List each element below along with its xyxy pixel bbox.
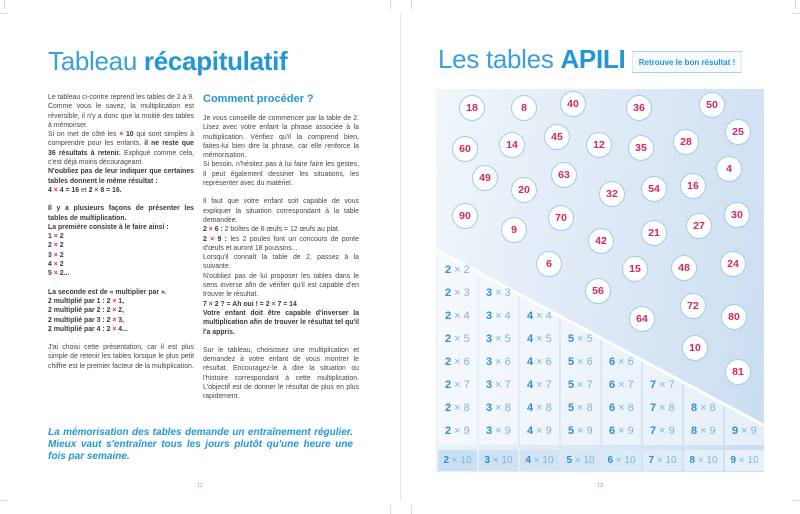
text-segment: Le tableau ci-contre reprend les tables de 2 à 9. Comme vous le savez, la multiplication est réversible, il n'y a donc que la moitié des tables à mémoriser. xyxy=(48,94,194,129)
grid-cell xyxy=(609,397,634,420)
result-circle: 15 xyxy=(622,256,648,282)
result-circle: 49 xyxy=(472,165,498,191)
factor-label: 2 xyxy=(445,333,452,345)
grid-cell xyxy=(609,351,634,374)
text-segment: qui sont simples à comprendre pour les enfants, xyxy=(48,131,194,148)
paragraph xyxy=(48,204,194,223)
result-circle: 90 xyxy=(452,203,478,229)
text-segment: × xyxy=(112,307,117,315)
grid-cell-times-ten xyxy=(602,450,641,471)
multiplier-label: × 8 xyxy=(451,402,470,414)
multiplier-label: × 3 xyxy=(492,287,511,299)
multiplier-label: × 7 xyxy=(492,379,511,391)
factor-label: 5 xyxy=(566,455,573,466)
section-heading: Comment procéder ? xyxy=(203,93,314,105)
result-circle: 4 xyxy=(716,156,742,182)
multiplier-label: × 9 xyxy=(615,425,634,437)
result-circle: 9 xyxy=(501,217,527,243)
result-circle: 14 xyxy=(499,132,525,158)
page-number-left: 12 xyxy=(197,483,204,489)
paragraph xyxy=(48,343,194,371)
grid-cell xyxy=(486,328,511,351)
paragraph xyxy=(48,241,194,250)
text-segment: 5 xyxy=(48,270,54,278)
factor-label: 6 xyxy=(609,425,616,437)
grid-cell xyxy=(527,397,552,420)
multiplier-label: × 8 xyxy=(656,402,675,414)
grid-cell xyxy=(650,374,675,397)
page-number-right: 13 xyxy=(597,483,604,489)
footer-note: La mémorisation des tables demande un entraînement régulier. Mieux vaut s'entraîner tous les jours plutôt qu'une heure une fois par semaine. xyxy=(48,427,353,462)
factor-label: 6 xyxy=(609,402,616,414)
multiplier-label: × 8 xyxy=(533,402,552,414)
grid-cell xyxy=(486,282,511,305)
text-segment: × xyxy=(53,251,58,259)
multiplier-label: × 5 xyxy=(451,333,470,345)
factor-label: 2 xyxy=(445,264,452,276)
result-circle: 72 xyxy=(680,293,706,319)
factor-label: 7 xyxy=(650,425,657,437)
text-segment: Si on met de côté les xyxy=(48,131,120,139)
paragraph xyxy=(203,235,359,254)
text-segment: 2 xyxy=(88,186,95,194)
result-circle: 12 xyxy=(586,132,612,158)
trim-mark xyxy=(792,500,800,501)
multiplier-label: × 5 xyxy=(492,333,511,345)
multiplier-label: × 9 xyxy=(574,425,593,437)
text-segment: 2 xyxy=(203,226,209,234)
grid-cell xyxy=(486,374,511,397)
text-segment: × xyxy=(271,300,276,308)
trim-mark xyxy=(795,0,796,9)
grid-cell xyxy=(486,351,511,374)
text-segment: × xyxy=(94,186,99,194)
page-title xyxy=(438,44,625,74)
page-title xyxy=(48,46,287,76)
text-segment: 3 xyxy=(48,251,54,259)
multiplier-label: × 10 xyxy=(531,455,554,466)
result-circle: 36 xyxy=(626,95,652,121)
multiplier-label: × 9 xyxy=(451,425,470,437)
text-segment: N'oubliez pas de lui proposer les tables dans le sens inverse afin de vérifier qu'il est capable d'en trouver le résultat. xyxy=(203,272,359,299)
grid-cell xyxy=(445,420,470,443)
result-circle: 60 xyxy=(452,136,478,162)
paragraph xyxy=(203,272,359,300)
paragraph xyxy=(48,167,194,186)
text-segment: 2 xyxy=(203,235,211,243)
grid-cell xyxy=(445,328,470,351)
result-circle: 35 xyxy=(628,135,654,161)
text-segment: 2 multiplié par 2 : 2 xyxy=(48,307,113,315)
grid-cell xyxy=(445,351,470,374)
paragraph xyxy=(203,160,359,188)
body-column-2 xyxy=(203,93,359,402)
factor-label: 3 xyxy=(486,425,493,437)
text-segment: 8 = 16. xyxy=(98,186,122,194)
trim-mark xyxy=(411,0,412,9)
text-segment: et xyxy=(79,186,89,194)
grid-cell xyxy=(691,397,716,420)
multiplier-label: × 4 xyxy=(451,310,470,322)
text-segment: J'ai choisi cette présentation, car il est plus simple de retenir les tables lorsque le plus petit chiffre est le premier facteur de la multiplication. xyxy=(48,344,194,370)
text-segment: × xyxy=(53,242,58,250)
text-segment: 10 xyxy=(125,131,134,139)
paragraph xyxy=(48,269,194,278)
grid-cell xyxy=(486,305,511,328)
text-segment: les 2 poules font un concours de ponte d'œufs et auront 18 poussins... xyxy=(203,235,359,252)
grid-cell xyxy=(445,282,470,305)
text-segment: Si besoin, n'hésitez pas à lui faire faire les gestes. Il peut également dessiner les situations, les représenter avec du matériel. xyxy=(203,161,359,188)
grid-cell-times-ten xyxy=(479,450,518,471)
multiplier-label: × 9 xyxy=(492,425,511,437)
factor-label: 2 xyxy=(445,356,452,368)
paragraph xyxy=(48,251,194,260)
text-segment: N'oubliez pas de leur indiquer que certaines tables donnent le même résultat : xyxy=(48,168,194,185)
text-segment: 2 multiplié par 3 : 2 xyxy=(48,316,113,324)
multiplier-label: × 9 xyxy=(697,425,716,437)
grid-cell xyxy=(691,420,716,443)
factor-label: 9 xyxy=(732,425,739,437)
body-column-1 xyxy=(48,93,194,371)
paragraph xyxy=(48,223,194,232)
result-circle: 63 xyxy=(551,162,577,188)
factor-label: 2 xyxy=(443,455,450,466)
text-segment: 2 xyxy=(57,251,64,259)
factor-label: 6 xyxy=(607,455,614,466)
title-light: Tableau xyxy=(48,46,144,76)
factor-label: 2 xyxy=(445,425,452,437)
factor-label: 8 xyxy=(689,455,696,466)
result-circle: 18 xyxy=(459,95,485,121)
grid-cell xyxy=(568,420,593,443)
multiplier-label: × 10 xyxy=(654,455,677,466)
result-circle: 25 xyxy=(725,119,751,145)
result-circle: 30 xyxy=(724,202,750,228)
factor-label: 5 xyxy=(568,356,575,368)
text-segment: Il y a plusieurs façons de présenter les tables de multiplication. xyxy=(48,205,194,222)
text-segment: il ne reste que 36 résultats à retenir. xyxy=(48,140,194,157)
multiplier-label: × 5 xyxy=(574,333,593,345)
text-segment: La première consiste à le faire ainsi : xyxy=(48,223,169,231)
paragraph xyxy=(48,316,194,325)
multiplier-label: × 4 xyxy=(533,310,552,322)
grid-cell xyxy=(445,305,470,328)
multiplier-label: × 4 xyxy=(492,310,511,322)
grid-cell xyxy=(445,374,470,397)
text-segment: × xyxy=(210,235,215,243)
tables-panel xyxy=(436,89,764,472)
multiplier-label: × 7 xyxy=(615,379,634,391)
factor-label: 2 xyxy=(445,310,452,322)
grid-cell xyxy=(609,420,634,443)
grid-cell xyxy=(568,351,593,374)
text-segment: 2 ? = Ah oui ! = 2 xyxy=(212,300,272,308)
result-circle: 54 xyxy=(641,176,667,202)
text-segment: 1 xyxy=(48,233,54,241)
text-segment: × xyxy=(112,316,117,324)
instruction-badge: Retrouve le bon résultat ! xyxy=(632,51,742,73)
factor-label: 8 xyxy=(691,425,698,437)
factor-label: 8 xyxy=(691,402,698,414)
grid-cell xyxy=(486,420,511,443)
grid-cell xyxy=(527,328,552,351)
result-circle: 32 xyxy=(599,181,625,207)
factor-label: 2 xyxy=(445,402,452,414)
text-segment: La seconde est de « multiplier par ». xyxy=(48,288,167,296)
text-segment: 3, xyxy=(116,316,125,324)
result-circle: 16 xyxy=(680,173,706,199)
text-segment: × xyxy=(53,261,58,269)
factor-label: 3 xyxy=(486,379,493,391)
multiplier-label: × 6 xyxy=(451,356,470,368)
grid-cell xyxy=(609,374,634,397)
paragraph xyxy=(48,306,194,315)
trim-mark xyxy=(792,13,800,14)
result-circle: 40 xyxy=(560,91,586,117)
text-segment: × xyxy=(208,300,213,308)
text-segment: 2 xyxy=(57,261,64,269)
multiplier-label: × 8 xyxy=(697,402,716,414)
text-segment: × xyxy=(208,226,213,234)
paragraph xyxy=(203,300,359,309)
text-segment: × xyxy=(112,297,117,305)
result-circle: 42 xyxy=(588,228,614,254)
factor-label: 5 xyxy=(568,425,575,437)
factor-label: 6 xyxy=(609,356,616,368)
text-segment: 2 multiplié par 1 : 2 xyxy=(48,297,113,305)
paragraph xyxy=(203,114,359,160)
text-segment: 2 xyxy=(57,242,64,250)
paragraph xyxy=(48,186,194,195)
factor-label: 4 xyxy=(527,379,534,391)
grid-cell xyxy=(445,397,470,420)
multiplier-label: × 10 xyxy=(695,455,718,466)
factor-label: 4 xyxy=(527,310,534,322)
text-segment: Votre enfant doit être capable d'inverser la multiplication afin de trouver le résultat tel qu'il l'a appris. xyxy=(203,309,359,336)
factor-label: 6 xyxy=(609,379,616,391)
result-circle: 24 xyxy=(720,251,746,277)
multiplier-label: × 7 xyxy=(533,379,552,391)
factor-label: 5 xyxy=(568,402,575,414)
multiplier-label: × 5 xyxy=(533,333,552,345)
text-segment: Sur le tableau, choisissez une multiplication et demandez à votre enfant de vous montrer le résultat. Encouragez-le à dire la situation ou l'histoire correspondant à cette multiplication. L'objectif est de donner le résultat de plus en plus rapidement. xyxy=(203,346,359,401)
text-segment: 4... xyxy=(116,325,128,333)
grid-cell xyxy=(650,397,675,420)
result-circle: 81 xyxy=(725,359,751,385)
factor-label: 4 xyxy=(527,402,534,414)
result-circle: 70 xyxy=(548,205,574,231)
result-circle: 48 xyxy=(671,255,697,281)
factor-label: 2 xyxy=(445,379,452,391)
multiplier-label: × 8 xyxy=(615,402,634,414)
result-circle: 64 xyxy=(629,306,655,332)
multiplier-label: × 10 xyxy=(449,455,472,466)
text-segment: 1, xyxy=(116,297,125,305)
grid-cell xyxy=(527,420,552,443)
paragraph xyxy=(48,297,194,306)
grid-cell xyxy=(568,397,593,420)
text-segment: Il faut que votre enfant soit capable de vous expliquer la situation correspondant à la table demandée. xyxy=(203,198,359,224)
grid-cell xyxy=(568,328,593,351)
text-segment: 7 xyxy=(203,300,209,308)
paragraph xyxy=(48,232,194,241)
text-segment: 6 : xyxy=(212,226,223,234)
multiplier-label: × 9 xyxy=(656,425,675,437)
multiplier-label: × 6 xyxy=(574,356,593,368)
grid-cell-times-ten xyxy=(520,450,559,471)
title-light: Les tables xyxy=(438,44,561,74)
text-segment: × xyxy=(53,270,58,278)
multiplier-label: × 3 xyxy=(451,287,470,299)
text-segment: × xyxy=(112,325,117,333)
multiplier-label: × 7 xyxy=(656,379,675,391)
result-circle: 6 xyxy=(536,251,562,277)
factor-label: 3 xyxy=(484,455,491,466)
text-segment: Expliqué comme cela, c'est déjà moins décourageant. xyxy=(48,149,194,167)
multiplier-label: × 9 xyxy=(533,425,552,437)
text-segment: 4 = 16 xyxy=(57,186,80,194)
factor-label: 5 xyxy=(568,333,575,345)
text-segment: × xyxy=(53,186,58,194)
multiplier-label: × 7 xyxy=(574,379,593,391)
factor-label: 3 xyxy=(486,310,493,322)
paragraph xyxy=(48,130,194,167)
multiplier-label: × 6 xyxy=(615,356,634,368)
text-segment: 2 multiplié par 4 : 2 xyxy=(48,325,113,333)
paragraph xyxy=(48,325,194,334)
title-bold: récapitulatif xyxy=(143,46,288,76)
grid-cell xyxy=(650,420,675,443)
text-segment: 4 xyxy=(48,186,54,194)
factor-label: 7 xyxy=(650,379,657,391)
paragraph xyxy=(203,225,359,234)
factor-label: 4 xyxy=(527,356,534,368)
grid-cell xyxy=(527,374,552,397)
center-fold-line xyxy=(400,13,401,500)
multiplier-label: × 10 xyxy=(613,455,636,466)
factor-label: 3 xyxy=(486,333,493,345)
grid-cell xyxy=(527,305,552,328)
result-circle: 80 xyxy=(721,304,747,330)
result-circle: 8 xyxy=(511,95,537,121)
factor-label: 5 xyxy=(568,379,575,391)
text-segment: Je vous conseille de commencer par la table de 2. Lisez avec votre enfant la phrase associée à la multiplication. Vérifiez qu'il la comprend bien, faites-lui bien dire la phrase, car elle renforce la mémorisation. xyxy=(203,115,359,160)
paragraph xyxy=(48,260,194,269)
multiplier-label: × 10 xyxy=(490,455,513,466)
result-circle: 50 xyxy=(699,92,725,118)
result-circle: 45 xyxy=(544,124,570,150)
factor-label: 7 xyxy=(650,402,657,414)
paragraph xyxy=(48,93,194,130)
grid-cell xyxy=(732,420,757,443)
paragraph xyxy=(203,346,359,402)
text-segment: × xyxy=(119,131,126,139)
text-segment: 2 xyxy=(57,233,64,241)
paragraph xyxy=(203,197,359,225)
factor-label: 4 xyxy=(527,425,534,437)
trim-mark xyxy=(390,0,391,9)
factor-label: 3 xyxy=(486,287,493,299)
trim-mark xyxy=(0,13,8,14)
text-segment: 2 boîtes de 6 œufs = 12 œufs au plat. xyxy=(222,226,340,234)
text-segment: 9 : xyxy=(214,235,228,243)
multiplier-label: × 9 xyxy=(738,425,757,437)
text-segment: 2, xyxy=(116,307,125,315)
factor-label: 7 xyxy=(648,455,655,466)
grid-cell xyxy=(445,259,470,282)
result-circle: 27 xyxy=(686,213,712,239)
multiplier-label: × 6 xyxy=(533,356,552,368)
grid-cell-times-ten xyxy=(684,450,723,471)
paragraph xyxy=(203,253,359,272)
trim-mark xyxy=(390,505,391,514)
result-circle: 28 xyxy=(673,129,699,155)
result-circle: 10 xyxy=(682,335,708,361)
factor-label: 4 xyxy=(527,333,534,345)
grid-cell-times-ten xyxy=(643,450,682,471)
result-circle: 56 xyxy=(585,278,611,304)
paragraph xyxy=(48,288,194,297)
multiplier-label: × 7 xyxy=(451,379,470,391)
trim-mark xyxy=(4,0,5,9)
trim-mark xyxy=(411,505,412,514)
grid-cell-times-ten xyxy=(438,450,477,471)
text-segment: × xyxy=(53,233,58,241)
grid-cell xyxy=(527,351,552,374)
grid-cell-times-ten xyxy=(561,450,600,471)
result-circle: 20 xyxy=(511,177,537,203)
factor-label: 3 xyxy=(486,356,493,368)
multiplier-label: × 10 xyxy=(736,455,759,466)
factor-label: 3 xyxy=(486,402,493,414)
text-segment: Lorsqu'il connaît la table de 2, passez à la suivante. xyxy=(203,254,359,271)
text-segment: 2... xyxy=(57,270,70,278)
factor-label: 9 xyxy=(730,455,737,466)
text-segment: 2 xyxy=(48,242,54,250)
multiplier-label: × 8 xyxy=(574,402,593,414)
multiplier-label: × 6 xyxy=(492,356,511,368)
trim-mark xyxy=(0,500,8,501)
grid-cell-times-ten xyxy=(725,450,764,471)
multiplier-label: × 10 xyxy=(572,455,595,466)
paragraph xyxy=(203,309,359,337)
text-segment: 7 = 14 xyxy=(275,300,297,308)
factor-label: 2 xyxy=(445,287,452,299)
multiplier-label: × 8 xyxy=(492,402,511,414)
grid-cell xyxy=(568,374,593,397)
title-bold: APILI xyxy=(560,44,626,74)
text-segment: 4 xyxy=(48,261,54,269)
result-circle: 21 xyxy=(641,220,667,246)
grid-cell xyxy=(486,397,511,420)
multiplier-label: × 2 xyxy=(451,264,470,276)
factor-label: 4 xyxy=(525,455,532,466)
